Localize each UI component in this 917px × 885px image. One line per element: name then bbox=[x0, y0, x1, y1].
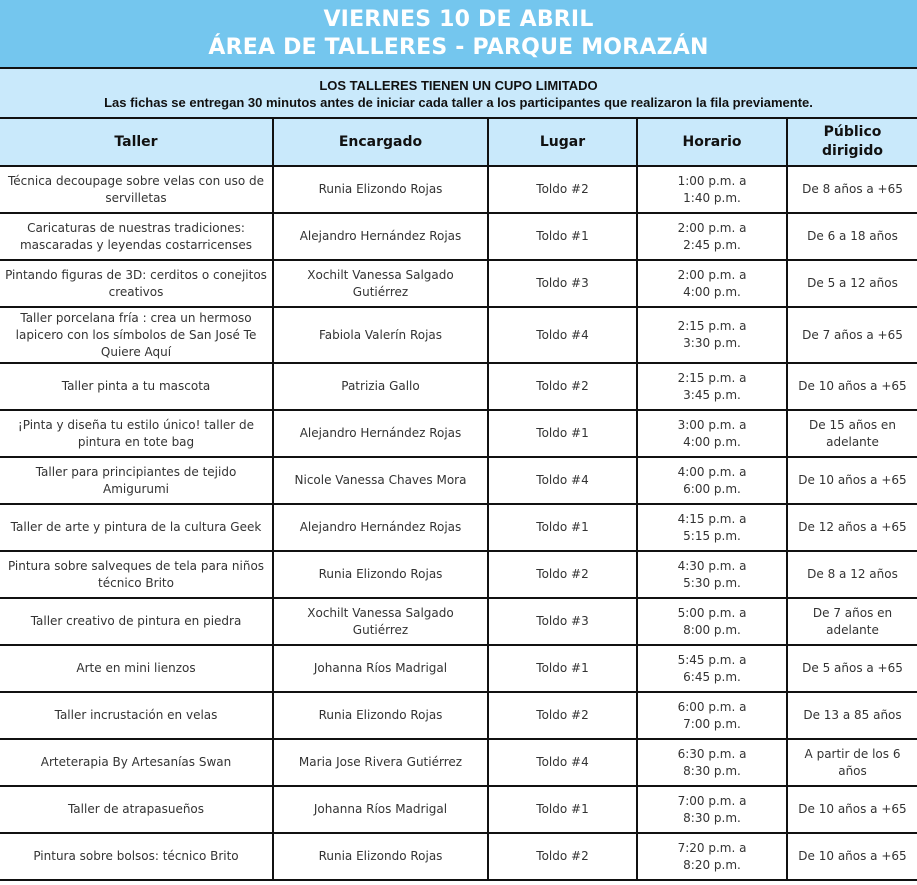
table-row bbox=[0, 504, 917, 551]
cell-horario bbox=[637, 551, 787, 598]
header-horario: Horario bbox=[637, 119, 787, 166]
title-date: VIERNES 10 DE ABRIL bbox=[323, 7, 594, 32]
table-row bbox=[0, 213, 917, 260]
cell-encargado: Nicole Vanessa Chaves Mora bbox=[273, 457, 488, 504]
horario-fin: 6:45 p.m. bbox=[683, 669, 741, 684]
cell-publico: De 10 años a +65 bbox=[787, 457, 917, 504]
header-lugar: Lugar bbox=[488, 119, 637, 166]
table-row bbox=[0, 410, 917, 457]
cell-publico: De 7 años a +65 bbox=[787, 307, 917, 363]
page-title-banner bbox=[0, 0, 917, 69]
cell-encargado: Johanna Ríos Madrigal bbox=[273, 645, 488, 692]
horario-fin: 3:45 p.m. bbox=[683, 387, 741, 402]
horario-inicio: 3:00 p.m. a bbox=[677, 417, 747, 432]
horario-inicio: 7:20 p.m. a bbox=[677, 840, 747, 855]
horario-inicio: 2:00 p.m. a bbox=[677, 267, 747, 282]
horario-fin: 5:15 p.m. bbox=[683, 528, 741, 543]
cell-taller: Pintando figuras de 3D: cerditos o conejitos creativos bbox=[0, 260, 273, 307]
cell-horario bbox=[637, 504, 787, 551]
cell-horario bbox=[637, 260, 787, 307]
cell-horario bbox=[637, 457, 787, 504]
cell-taller: Taller creativo de pintura en piedra bbox=[0, 598, 273, 645]
cell-horario bbox=[637, 410, 787, 457]
horario-fin: 4:00 p.m. bbox=[683, 284, 741, 299]
cell-lugar: Toldo #2 bbox=[488, 551, 637, 598]
cell-horario bbox=[637, 833, 787, 880]
cell-horario bbox=[637, 363, 787, 410]
cell-lugar: Toldo #1 bbox=[488, 213, 637, 260]
cell-lugar: Toldo #1 bbox=[488, 504, 637, 551]
horario-fin: 1:40 p.m. bbox=[683, 190, 741, 205]
cell-publico: De 8 a 12 años bbox=[787, 551, 917, 598]
horario-inicio: 2:00 p.m. a bbox=[677, 220, 747, 235]
cell-encargado: Patrizia Gallo bbox=[273, 363, 488, 410]
cell-publico: De 7 años en adelante bbox=[787, 598, 917, 645]
cell-taller: Taller de atrapasueños bbox=[0, 786, 273, 833]
horario-inicio: 4:00 p.m. a bbox=[677, 464, 747, 479]
horario-inicio: 6:30 p.m. a bbox=[677, 746, 747, 761]
cell-encargado: Runia Elizondo Rojas bbox=[273, 833, 488, 880]
cell-lugar: Toldo #4 bbox=[488, 307, 637, 363]
cell-publico: De 8 años a +65 bbox=[787, 166, 917, 213]
notice-tickets-info: Las fichas se entregan 30 minutos antes de iniciar cada taller a los participantes que realizaron la fila previamente. bbox=[104, 95, 813, 110]
cell-publico: De 10 años a +65 bbox=[787, 786, 917, 833]
table-row bbox=[0, 457, 917, 504]
horario-fin: 7:00 p.m. bbox=[683, 716, 741, 731]
horario-inicio: 6:00 p.m. a bbox=[677, 699, 747, 714]
cell-lugar: Toldo #4 bbox=[488, 457, 637, 504]
horario-inicio: 4:30 p.m. a bbox=[677, 558, 747, 573]
cell-publico: De 15 años en adelante bbox=[787, 410, 917, 457]
cell-lugar: Toldo #2 bbox=[488, 692, 637, 739]
cell-publico: De 6 a 18 años bbox=[787, 213, 917, 260]
cell-publico: De 5 años a +65 bbox=[787, 645, 917, 692]
cell-taller: Taller para principiantes de tejido Amigurumi bbox=[0, 457, 273, 504]
cell-taller: Pintura sobre bolsos: técnico Brito bbox=[0, 833, 273, 880]
cell-encargado: Maria Jose Rivera Gutiérrez bbox=[273, 739, 488, 786]
cell-lugar: Toldo #1 bbox=[488, 786, 637, 833]
horario-fin: 6:00 p.m. bbox=[683, 481, 741, 496]
cell-taller: Arte en mini lienzos bbox=[0, 645, 273, 692]
workshops-table bbox=[0, 119, 917, 881]
cell-taller: Arteterapia By Artesanías Swan bbox=[0, 739, 273, 786]
cell-publico: De 10 años a +65 bbox=[787, 833, 917, 880]
horario-inicio: 2:15 p.m. a bbox=[677, 319, 747, 333]
table-row bbox=[0, 645, 917, 692]
cell-publico: De 13 a 85 años bbox=[787, 692, 917, 739]
cell-encargado: Johanna Ríos Madrigal bbox=[273, 786, 488, 833]
cell-lugar: Toldo #2 bbox=[488, 363, 637, 410]
cell-lugar: Toldo #1 bbox=[488, 410, 637, 457]
cell-encargado: Xochilt Vanessa Salgado Gutiérrez bbox=[273, 598, 488, 645]
cell-publico: A partir de los 6 años bbox=[787, 739, 917, 786]
notice-limited-capacity: LOS TALLERES TIENEN UN CUPO LIMITADO bbox=[319, 78, 598, 93]
cell-lugar: Toldo #2 bbox=[488, 833, 637, 880]
table-row bbox=[0, 307, 917, 363]
table-row bbox=[0, 363, 917, 410]
notice-banner bbox=[0, 69, 917, 119]
cell-taller: Taller pinta a tu mascota bbox=[0, 363, 273, 410]
horario-inicio: 7:00 p.m. a bbox=[677, 793, 747, 808]
cell-lugar: Toldo #3 bbox=[488, 260, 637, 307]
cell-encargado: Fabiola Valerín Rojas bbox=[273, 307, 488, 363]
horario-fin: 5:30 p.m. bbox=[683, 575, 741, 590]
cell-taller: ¡Pinta y diseña tu estilo único! taller de pintura en tote bag bbox=[0, 410, 273, 457]
horario-inicio: 1:00 p.m. a bbox=[677, 173, 747, 188]
cell-taller: Taller de arte y pintura de la cultura Geek bbox=[0, 504, 273, 551]
table-row bbox=[0, 260, 917, 307]
cell-horario bbox=[637, 739, 787, 786]
horario-inicio: 4:15 p.m. a bbox=[677, 511, 747, 526]
header-publico: Público dirigido bbox=[787, 119, 917, 166]
cell-publico: De 12 años a +65 bbox=[787, 504, 917, 551]
horario-fin: 3:30 p.m. bbox=[683, 336, 741, 350]
cell-publico: De 10 años a +65 bbox=[787, 363, 917, 410]
cell-taller: Taller incrustación en velas bbox=[0, 692, 273, 739]
table-row bbox=[0, 786, 917, 833]
cell-encargado: Alejandro Hernández Rojas bbox=[273, 410, 488, 457]
horario-inicio: 5:45 p.m. a bbox=[677, 652, 747, 667]
cell-publico: De 5 a 12 años bbox=[787, 260, 917, 307]
cell-taller: Taller porcelana fría : crea un hermoso lapicero con los símbolos de San José Te Quiere Aquí bbox=[0, 307, 273, 363]
table-row bbox=[0, 833, 917, 880]
title-location: ÁREA DE TALLERES - PARQUE MORAZÁN bbox=[208, 35, 709, 60]
cell-horario bbox=[637, 645, 787, 692]
cell-encargado: Runia Elizondo Rojas bbox=[273, 551, 488, 598]
table-row bbox=[0, 166, 917, 213]
cell-encargado: Xochilt Vanessa Salgado Gutiérrez bbox=[273, 260, 488, 307]
horario-inicio: 2:15 p.m. a bbox=[677, 370, 747, 385]
cell-taller: Caricaturas de nuestras tradiciones: mascaradas y leyendas costarricenses bbox=[0, 213, 273, 260]
cell-horario bbox=[637, 598, 787, 645]
cell-lugar: Toldo #4 bbox=[488, 739, 637, 786]
cell-horario bbox=[637, 307, 787, 363]
table-row bbox=[0, 551, 917, 598]
cell-taller: Técnica decoupage sobre velas con uso de servilletas bbox=[0, 166, 273, 213]
table-row bbox=[0, 739, 917, 786]
cell-horario bbox=[637, 786, 787, 833]
cell-lugar: Toldo #1 bbox=[488, 645, 637, 692]
table-row bbox=[0, 692, 917, 739]
header-taller: Taller bbox=[0, 119, 273, 166]
cell-lugar: Toldo #2 bbox=[488, 166, 637, 213]
cell-horario bbox=[637, 692, 787, 739]
cell-encargado: Runia Elizondo Rojas bbox=[273, 166, 488, 213]
header-encargado: Encargado bbox=[273, 119, 488, 166]
cell-encargado: Runia Elizondo Rojas bbox=[273, 692, 488, 739]
cell-horario bbox=[637, 213, 787, 260]
horario-fin: 2:45 p.m. bbox=[683, 237, 741, 252]
horario-inicio: 5:00 p.m. a bbox=[677, 605, 747, 620]
horario-fin: 8:30 p.m. bbox=[683, 810, 741, 825]
cell-encargado: Alejandro Hernández Rojas bbox=[273, 213, 488, 260]
cell-lugar: Toldo #3 bbox=[488, 598, 637, 645]
horario-fin: 8:20 p.m. bbox=[683, 857, 741, 872]
horario-fin: 8:30 p.m. bbox=[683, 763, 741, 778]
cell-horario bbox=[637, 166, 787, 213]
table-row bbox=[0, 598, 917, 645]
horario-fin: 8:00 p.m. bbox=[683, 622, 741, 637]
table-header-row bbox=[0, 119, 917, 166]
horario-fin: 4:00 p.m. bbox=[683, 434, 741, 449]
cell-taller: Pintura sobre salveques de tela para niños técnico Brito bbox=[0, 551, 273, 598]
cell-encargado: Alejandro Hernández Rojas bbox=[273, 504, 488, 551]
